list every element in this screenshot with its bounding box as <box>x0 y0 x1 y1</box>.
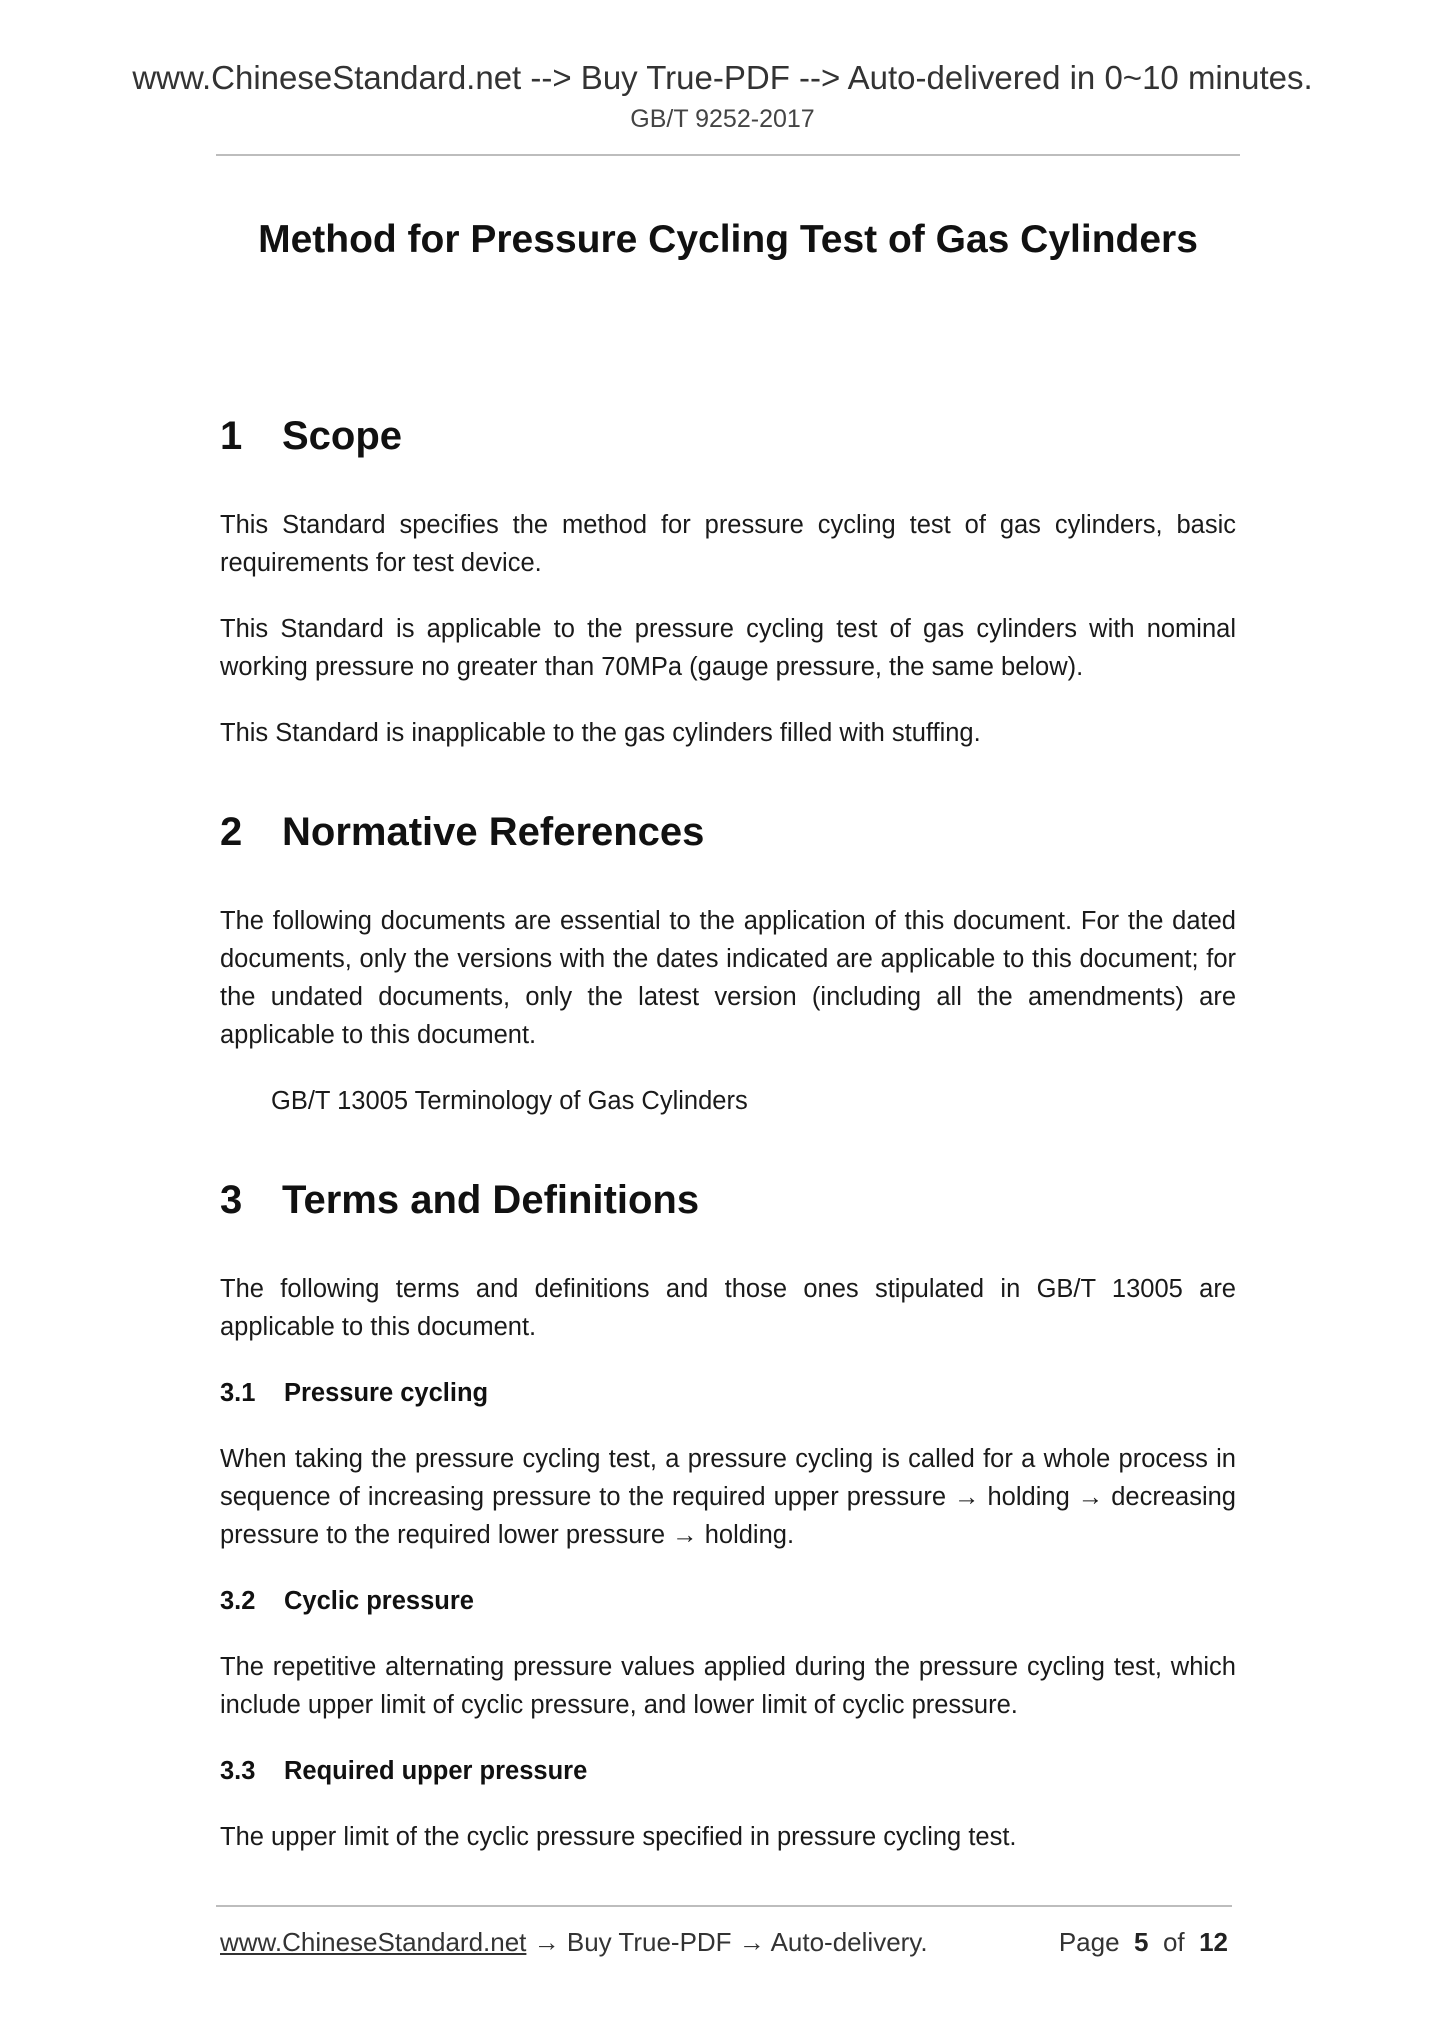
scope-paragraph-2: This Standard is applicable to the pressure cycling test of gas cylinders with nominal working pressure no greater than 70MPa (gauge pressure, the same below). <box>220 615 1236 681</box>
of-label: of <box>1162 1927 1185 1957</box>
term-number: 3.3 <box>220 1757 256 1785</box>
section-title: Scope <box>282 414 403 458</box>
section-heading-normative-references <box>220 802 1236 862</box>
page-counter <box>1059 1924 1228 1960</box>
section-title: Normative References <box>282 810 705 854</box>
total-page-number: 12 <box>1199 1927 1228 1957</box>
reference-item: GB/T 13005 Terminology of Gas Cylinders <box>271 1087 748 1115</box>
section-number: 2 <box>220 810 243 854</box>
term-title: Pressure cycling <box>284 1379 489 1407</box>
scope-paragraph-3: This Standard is inapplicable to the gas cylinders filled with stuffing. <box>220 719 981 747</box>
page-label: Page <box>1058 1927 1120 1957</box>
document-body <box>220 406 1236 1856</box>
term-number: 3.2 <box>220 1587 256 1615</box>
footer-left <box>220 1924 928 1960</box>
scope-paragraph-1: This Standard specifies the method for pressure cycling test of gas cylinders, basic requirements for test device. <box>220 511 1236 577</box>
terms-intro-paragraph: The following terms and definitions and those ones stipulated in GB/T 13005 are applicable to this document. <box>220 1275 1236 1341</box>
term-definition-cyclic-pressure: The repetitive alternating pressure values applied during the pressure cycling test, which include upper limit of cyclic pressure, and lower limit of cyclic pressure. <box>220 1653 1236 1719</box>
term-title: Required upper pressure <box>284 1757 588 1785</box>
header-banner: www.ChineseStandard.net --> Buy True-PDF --> Auto-delivered in 0~10 minutes. <box>132 59 1313 96</box>
header-divider <box>216 154 1240 156</box>
document-id: GB/T 9252-2017 <box>630 105 815 133</box>
section-number: 1 <box>220 414 243 458</box>
footer-tagline: → Buy True-PDF → Auto-delivery. <box>526 1927 928 1957</box>
term-heading-required-upper-pressure <box>220 1752 1236 1790</box>
term-heading-cyclic-pressure <box>220 1582 1236 1620</box>
references-paragraph: The following documents are essential to the application of this document. For the dated documents, only the versions with the dates indicated are applicable to this document; for the undated documents, only the latest version (including all the amendments) are applicable to this document. <box>220 907 1236 1049</box>
term-definition-pressure-cycling: When taking the pressure cycling test, a pressure cycling is called for a whole process in sequence of increasing pressure to the required upper pressure → holding → decreasing pressure to the required lower pressure → holding. <box>220 1445 1236 1549</box>
page-footer <box>220 1924 1232 1960</box>
term-heading-pressure-cycling <box>220 1374 1236 1412</box>
page-title: Method for Pressure Cycling Test of Gas Cylinders <box>258 218 1198 261</box>
section-number: 3 <box>220 1178 243 1222</box>
section-title: Terms and Definitions <box>282 1178 700 1222</box>
section-heading-terms-and-definitions <box>220 1170 1236 1230</box>
section-heading-scope <box>220 406 1236 466</box>
term-title: Cyclic pressure <box>284 1587 474 1615</box>
term-number: 3.1 <box>220 1379 256 1407</box>
footer-divider <box>216 1905 1232 1907</box>
current-page-number: 5 <box>1134 1927 1149 1957</box>
term-definition-required-upper-pressure: The upper limit of the cyclic pressure specified in pressure cycling test. <box>220 1823 1017 1851</box>
footer-site-link[interactable]: www.ChineseStandard.net <box>220 1927 527 1957</box>
